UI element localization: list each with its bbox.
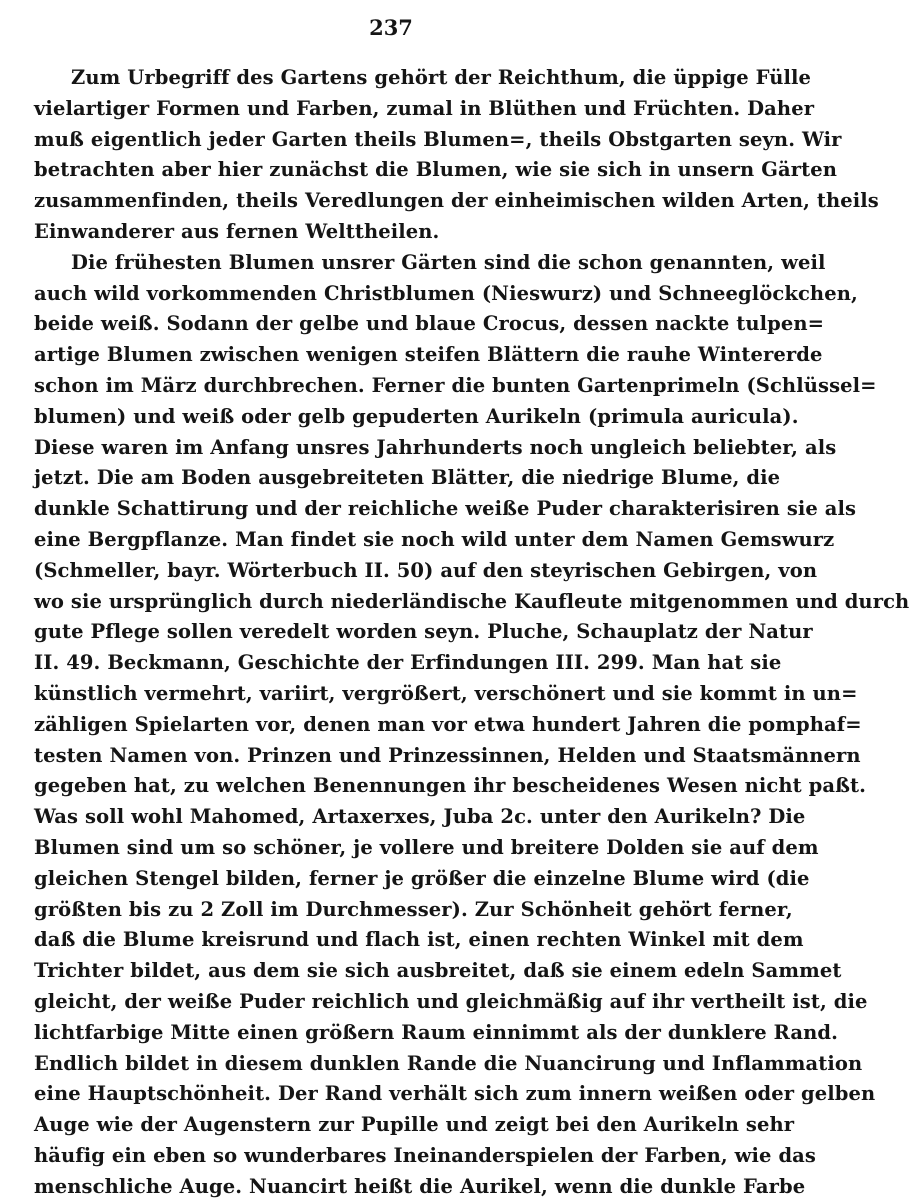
text-line: gleichen Stengel bilden, ferner je größer die einzelne Blume wird (die bbox=[34, 866, 810, 890]
text-line: Blumen sind um so schöner, je vollere und breitere Dolden sie auf dem bbox=[34, 835, 819, 859]
text-line: vielartiger Formen und Farben, zumal in Blüthen und Früchten. Daher bbox=[34, 96, 815, 120]
text-line: blumen) und weiß oder gelb gepuderten Aurikeln (primula auricula). bbox=[34, 404, 799, 428]
text-line: Auge wie der Augenstern zur Pupille und zeigt bei den Aurikeln sehr bbox=[34, 1113, 795, 1137]
paragraph-1 bbox=[34, 63, 879, 248]
text-line: gleicht, der weiße Puder reichlich und gleichmäßig auf ihr vertheilt ist, die bbox=[34, 989, 868, 1013]
text-line: menschliche Auge. Nuancirt heißt die Aurikel, wenn die dunkle Farbe bbox=[34, 1174, 806, 1198]
text-line: lichtfarbige Mitte einen größern Raum einnimmt als der dunklere Rand. bbox=[34, 1020, 838, 1044]
text-line: gute Pflege sollen veredelt worden seyn. Pluche, Schauplatz der Natur bbox=[34, 620, 813, 644]
text-line: II. 49. Beckmann, Geschichte der Erfindungen III. 299. Man hat sie bbox=[34, 651, 782, 675]
text-line: gegeben hat, zu welchen Benennungen ihr bescheidenes Wesen nicht paßt. bbox=[34, 774, 867, 798]
text-line: dunkle Schattirung und der reichliche weiße Puder charakterisiren sie als bbox=[34, 497, 857, 521]
text-line: Einwanderer aus fernen Welttheilen. bbox=[34, 219, 440, 243]
body-text bbox=[34, 63, 909, 1202]
text-line: artige Blumen zwischen wenigen steifen Blättern die rauhe Wintererde bbox=[34, 343, 823, 367]
text-line: künstlich vermehrt, variirt, vergrößert, verschönert und sie kommt in un= bbox=[34, 681, 858, 705]
text-line: betrachten aber hier zunächst die Blumen, wie sie sich in unsern Gärten bbox=[34, 158, 837, 182]
text-line: eine Hauptschönheit. Der Rand verhält sich zum innern weißen oder gelben bbox=[34, 1082, 876, 1106]
text-line: häufig ein eben so wunderbares Ineinanderspielen der Farben, wie das bbox=[34, 1143, 817, 1167]
text-line: Diese waren im Anfang unsres Jahrhunderts noch ungleich beliebter, als bbox=[34, 435, 837, 459]
text-line: eine Bergpflanze. Man findet sie noch wild unter dem Namen Gemswurz bbox=[34, 527, 835, 551]
text-line: testen Namen von. Prinzen und Prinzessinnen, Helden und Staatsmännern bbox=[34, 743, 861, 767]
text-line: Was soll wohl Mahomed, Artaxerxes, Juba 2c. unter den Aurikeln? Die bbox=[34, 805, 806, 829]
text-line: Trichter bildet, aus dem sie sich ausbreitet, daß sie einem edeln Sammet bbox=[34, 959, 842, 983]
text-line: (Schmeller, bayr. Wörterbuch II. 50) auf den steyrischen Gebirgen, von bbox=[34, 558, 818, 582]
page-number: 237 bbox=[369, 15, 413, 40]
text-line: Endlich bildet in diesem dunklen Rande die Nuancirung und Inflammation bbox=[34, 1051, 863, 1075]
text-line: muß eigentlich jeder Garten theils Blumen=, theils Obstgarten seyn. Wir bbox=[34, 127, 842, 151]
text-line: beide weiß. Sodann der gelbe und blaue Crocus, dessen nackte tulpen= bbox=[34, 312, 825, 336]
text-line: zusammenfinden, theils Veredlungen der einheimischen wilden Arten, theils bbox=[34, 189, 879, 213]
text-line: jetzt. Die am Boden ausgebreiteten Blätter, die niedrige Blume, die bbox=[34, 466, 781, 490]
text-line: wo sie ursprünglich durch niederländische Kaufleute mitgenommen und durch bbox=[34, 589, 909, 613]
paragraph-2 bbox=[34, 248, 909, 1202]
text-line: daß die Blume kreisrund und flach ist, einen rechten Winkel mit dem bbox=[34, 928, 804, 952]
text-line: zähligen Spielarten vor, denen man vor etwa hundert Jahren die pomphaf= bbox=[34, 712, 862, 736]
text-line: Zum Urbegriff des Gartens gehört der Reichthum, die üppige Fülle bbox=[71, 66, 812, 89]
text-line: größten bis zu 2 Zoll im Durchmesser). Zur Schönheit gehört ferner, bbox=[34, 897, 793, 921]
text-line: schon im März durchbrechen. Ferner die bunten Gartenprimeln (Schlüssel= bbox=[34, 373, 877, 397]
text-line: Die frühesten Blumen unsrer Gärten sind die schon genannten, weil bbox=[71, 250, 826, 274]
text-line: auch wild vorkommenden Christblumen (Nieswurz) und Schneeglöckchen, bbox=[34, 281, 858, 305]
